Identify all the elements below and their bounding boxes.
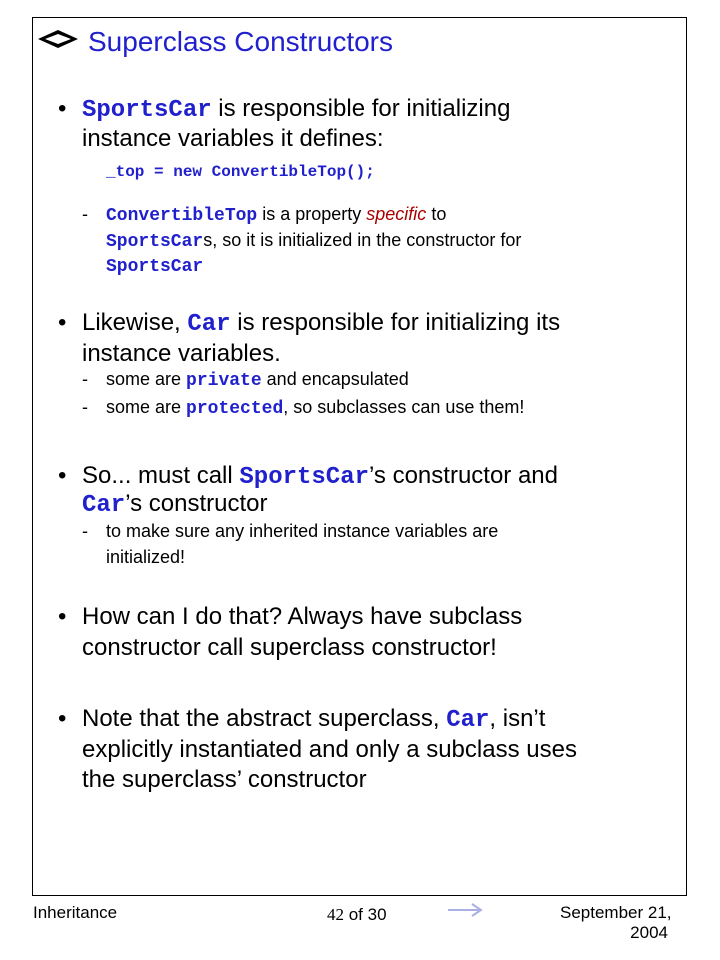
sub-bullet-2-2: some are protected, so subclasses can use them! [106,397,525,419]
footer-date: September 21, 2004 [560,903,672,942]
bullet-2-line-1: Likewise, Car is responsible for initializing its [82,309,561,338]
sub-dash: - [82,521,88,541]
footer-section: Inheritance [33,903,118,922]
bullet-3-line-2: Car’s constructor [82,490,268,519]
bullet-4-line-2: constructor call superclass constructor! [82,634,497,661]
sub-dash: - [82,397,88,417]
right-arrow-icon [447,903,483,917]
bullet-5-marker: • [58,705,67,732]
bullet-3-line-1: So... must call SportsCar’s constructor and [82,462,559,491]
bullet-5-line-3: the superclass’ constructor [82,766,367,793]
bullet-4-marker: • [58,603,67,630]
slide-title: Superclass Constructors [88,26,394,57]
bullet-1-line-1: SportsCar is responsible for initializing [82,95,511,124]
bullet-5-line-2: explicitly instantiated and only a subclass uses [82,736,577,763]
sub-bullet-1-line-1: ConvertibleTop is a property specific to [106,204,447,226]
bullet-2-line-2: instance variables. [82,340,281,367]
sub-bullet-3-line-2: initialized! [106,547,186,567]
page-indicator: 42 of 30 [327,905,387,924]
sub-bullet-1-line-2: SportsCars, so it is initialized in the constructor for [106,230,522,252]
bullet-2-marker: • [58,309,67,336]
sub-bullet-1-line-3: SportsCar [106,257,204,277]
sub-bullet-3-line-1: to make sure any inherited instance variables are [106,521,499,541]
bullet-1-marker: • [58,95,67,122]
bullet-5-line-1: Note that the abstract superclass, Car, isn’t [82,705,546,734]
diamond-arrow-icon [36,28,80,50]
sub-bullet-2-1: some are private and encapsulated [106,369,409,391]
bullet-3-marker: • [58,462,67,489]
bullet-4-line-1: How can I do that? Always have subclass [82,603,523,630]
bullet-1-line-2: instance variables it defines: [82,125,384,152]
sub-dash: - [82,204,88,224]
code-snippet: _top = new ConvertibleTop(); [106,163,375,181]
sub-dash: - [82,369,88,389]
